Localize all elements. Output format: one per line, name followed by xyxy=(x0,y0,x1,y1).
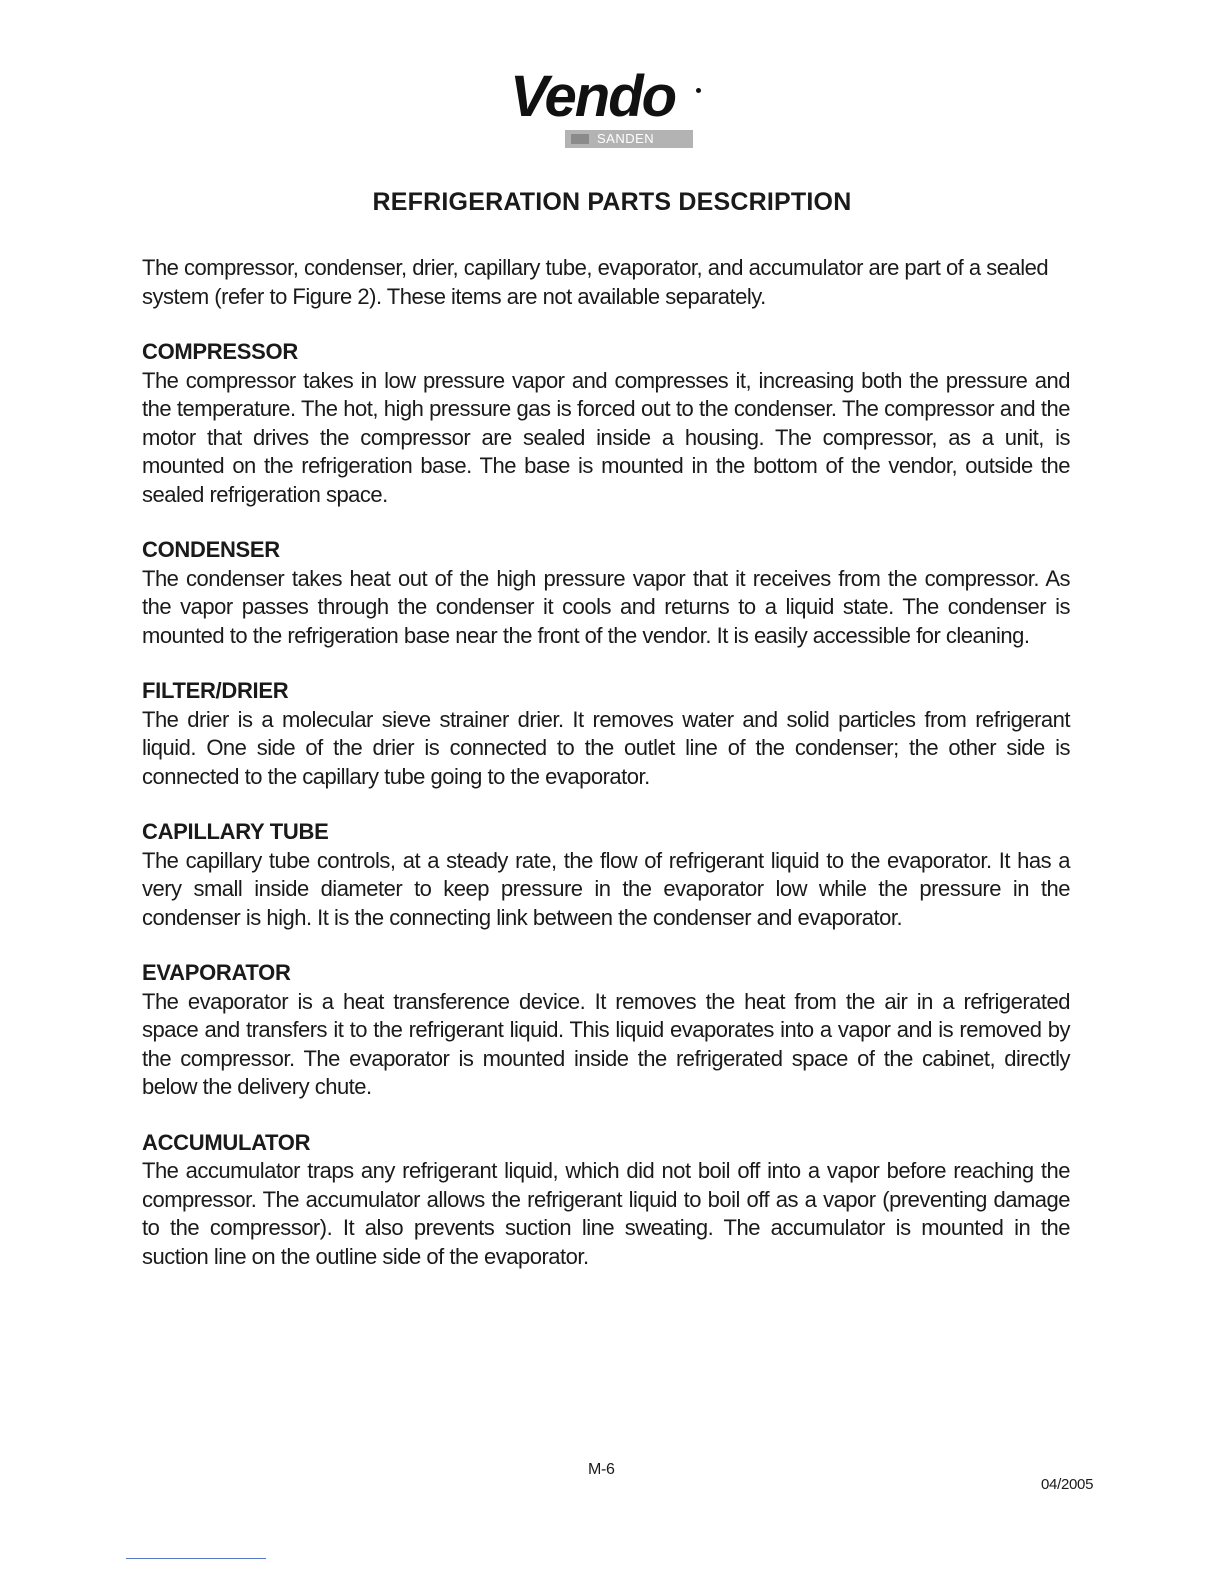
page-title: REFRIGERATION PARTS DESCRIPTION xyxy=(372,188,852,216)
logo-wordmark: Vendo xyxy=(510,64,676,129)
section-heading: COMPRESSOR xyxy=(142,339,298,364)
section-heading: FILTER/DRIER xyxy=(142,678,289,703)
section-filter-drier xyxy=(142,677,1070,791)
section-text: The drier is a molecular sieve strainer drier. It removes water and solid particles from refrigerant liquid. One side of the drier is connected to the outlet line of the condenser; the other side is connected to the capillary tube going to the evaporator. xyxy=(142,706,1070,789)
revision-date: 04/2005 xyxy=(1041,1476,1094,1493)
footnote-divider xyxy=(126,1558,266,1559)
section-compressor xyxy=(142,338,1070,509)
section-condenser xyxy=(142,536,1070,650)
section-heading: CAPILLARY TUBE xyxy=(142,819,329,844)
logo-sub-text: SANDEN xyxy=(597,131,655,146)
intro-paragraph: The compressor, condenser, drier, capillary tube, evaporator, and accumulator are part of a sealed system (refer to Figure 2). These items are not available separately. xyxy=(142,255,1049,309)
section-accumulator xyxy=(142,1129,1070,1272)
section-heading: ACCUMULATOR xyxy=(142,1129,311,1155)
logo-sub-brand xyxy=(565,130,693,148)
document-body xyxy=(142,254,1070,1298)
section-text: The condenser takes heat out of the high pressure vapor that it receives from the compressor. As the vapor passes through the condenser it cools and returns to a liquid state. The condenser is mounted to the refrigeration base near the front of the vendor. It is easily accessible for cleaning. xyxy=(142,565,1070,648)
logo-registered-mark xyxy=(696,88,701,93)
section-evaporator xyxy=(142,959,1070,1102)
section-text: The compressor takes in low pressure vapor and compresses it, increasing both the pressure and the temperature. The hot, high pressure gas is forced out to the condenser. The compressor and the motor that drives the compressor are sealed inside a housing. The compressor, as a unit, is mounted on the refrigeration base. The base is mounted in the bottom of the vendor, outside the sealed refrigeration space. xyxy=(142,367,1070,507)
section-heading: CONDENSER xyxy=(142,537,280,562)
section-text: The capillary tube controls, at a steady rate, the flow of refrigerant liquid to the evaporator. It has a very small inside diameter to keep pressure in the evaporator low while the pressure in the condenser is high. It is the connecting link between the condenser and evaporator. xyxy=(142,847,1070,930)
section-text: The accumulator traps any refrigerant liquid, which did not boil off into a vapor before reaching the compressor. The accumulator allows the refrigerant liquid to boil off as a vapor (preventing damage to the compressor). It also prevents suction line sweating. The accumulator is mounted in the suction line on the outline side of the evaporator. xyxy=(142,1158,1070,1269)
section-text: The evaporator is a heat transference device. It removes the heat from the air in a refrigerated space and transfers it to the refrigerant liquid. This liquid evaporates into a vapor and is removed by the compressor. The evaporator is mounted inside the refrigerated space of the cabinet, directly below the delivery chute. xyxy=(142,988,1070,1099)
section-heading: EVAPORATOR xyxy=(142,960,291,985)
sanden-mark-icon xyxy=(571,134,589,144)
section-capillary-tube xyxy=(142,818,1070,932)
vendo-logo xyxy=(510,64,710,158)
page-number: M-6 xyxy=(588,1461,615,1478)
